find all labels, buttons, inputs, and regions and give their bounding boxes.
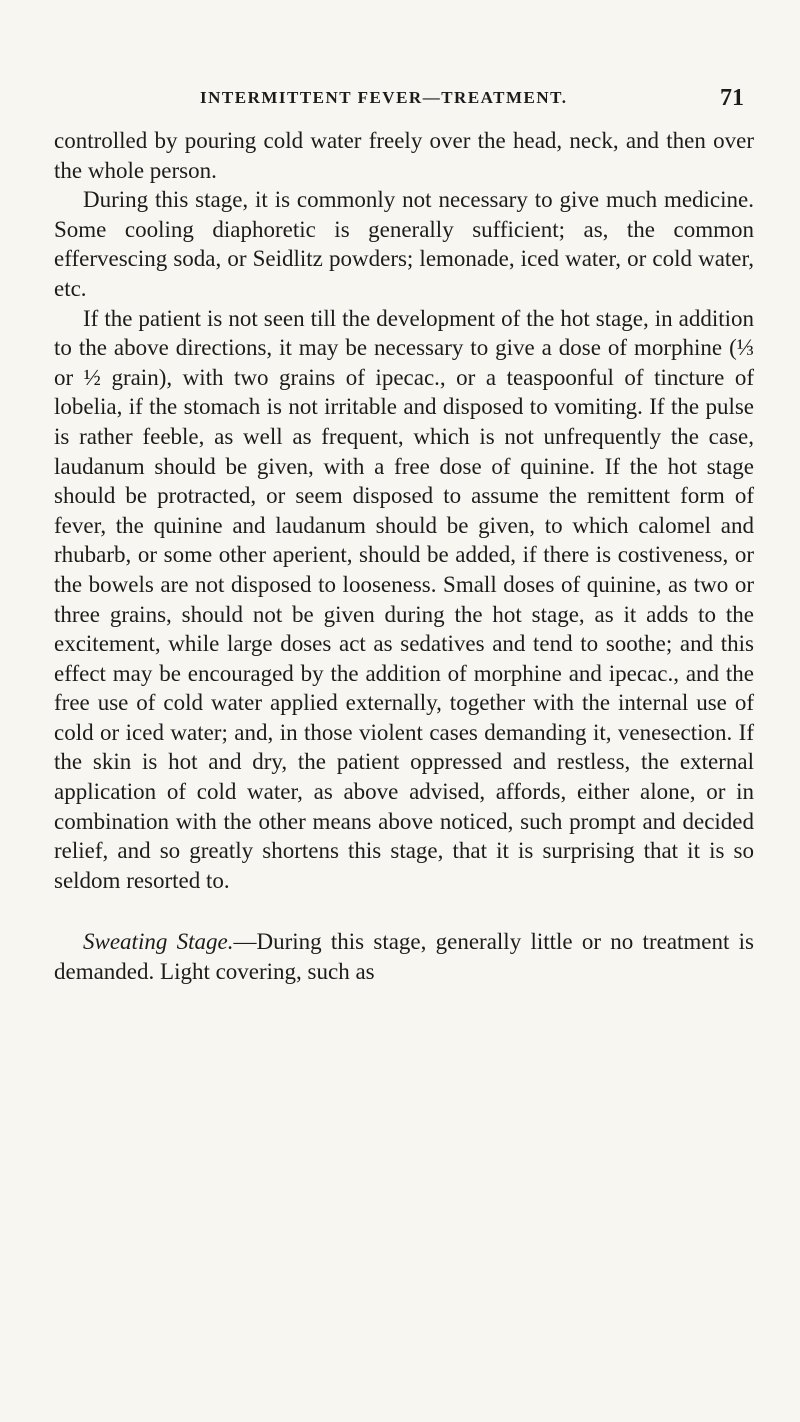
paragraph-hot-stage-treatment: If the patient is not seen till the development of the hot stage, in addition to the above directions, it may be necessary to give a dose of morphine (⅓ or ½ grain), with two grains of ipecac., or a teaspoonful of tincture of lobelia, if the stomach is not irritable and disposed to vomiting. If the pulse is rather feeble, as well as frequent, which is not unfrequently the case, laudanum should be given, with a free dose of quinine. If the hot stage should be protracted, or seem disposed to assume the remittent form of fever, the quinine and laudanum should be given, to which calomel and rhubarb, or some other aperient, should be added, if there is costiveness, or the bowels are not disposed to looseness. Small doses of quinine, as two or three grains, should not be given during the hot stage, as it adds to the excitement, while large doses act as sedatives and tend to soothe; and this effect may be encouraged by the addition of morphine and ipecac., and the free use of cold water applied externally, together with the internal use of cold or iced water; and, in those violent cases demanding it, venesection. If the skin is hot and dry, the patient oppressed and restless, the external application of cold water, as above advised, affords, either alone, or in combination with the other means above noticed, such prompt and decided relief, and so greatly shortens this stage, that it is surprising that it is so seldom resorted to. [54,305,754,893]
paragraph-hot-stage-medicine: During this stage, it is commonly not necessary to give much medicine. Some cooling diaphoretic is generally sufficient; as, the common effervescing soda, or Seidlitz powders; lemonade, iced water, or cold water, etc. [54,187,754,301]
page-number: 71 [720,85,744,111]
paragraph-sweating-stage [54,927,754,986]
paragraph-continued: controlled by pouring cold water freely over the head, neck, and then over the whole person. [54,128,754,183]
running-title: INTERMITTENT FEVER—TREATMENT. [200,88,568,107]
section-title: Sweating Stage. [83,929,234,955]
running-header [54,85,754,118]
book-page [54,85,755,987]
section-text: —During this stage, generally little or no treatment is demanded. Light covering, such as [54,929,755,985]
